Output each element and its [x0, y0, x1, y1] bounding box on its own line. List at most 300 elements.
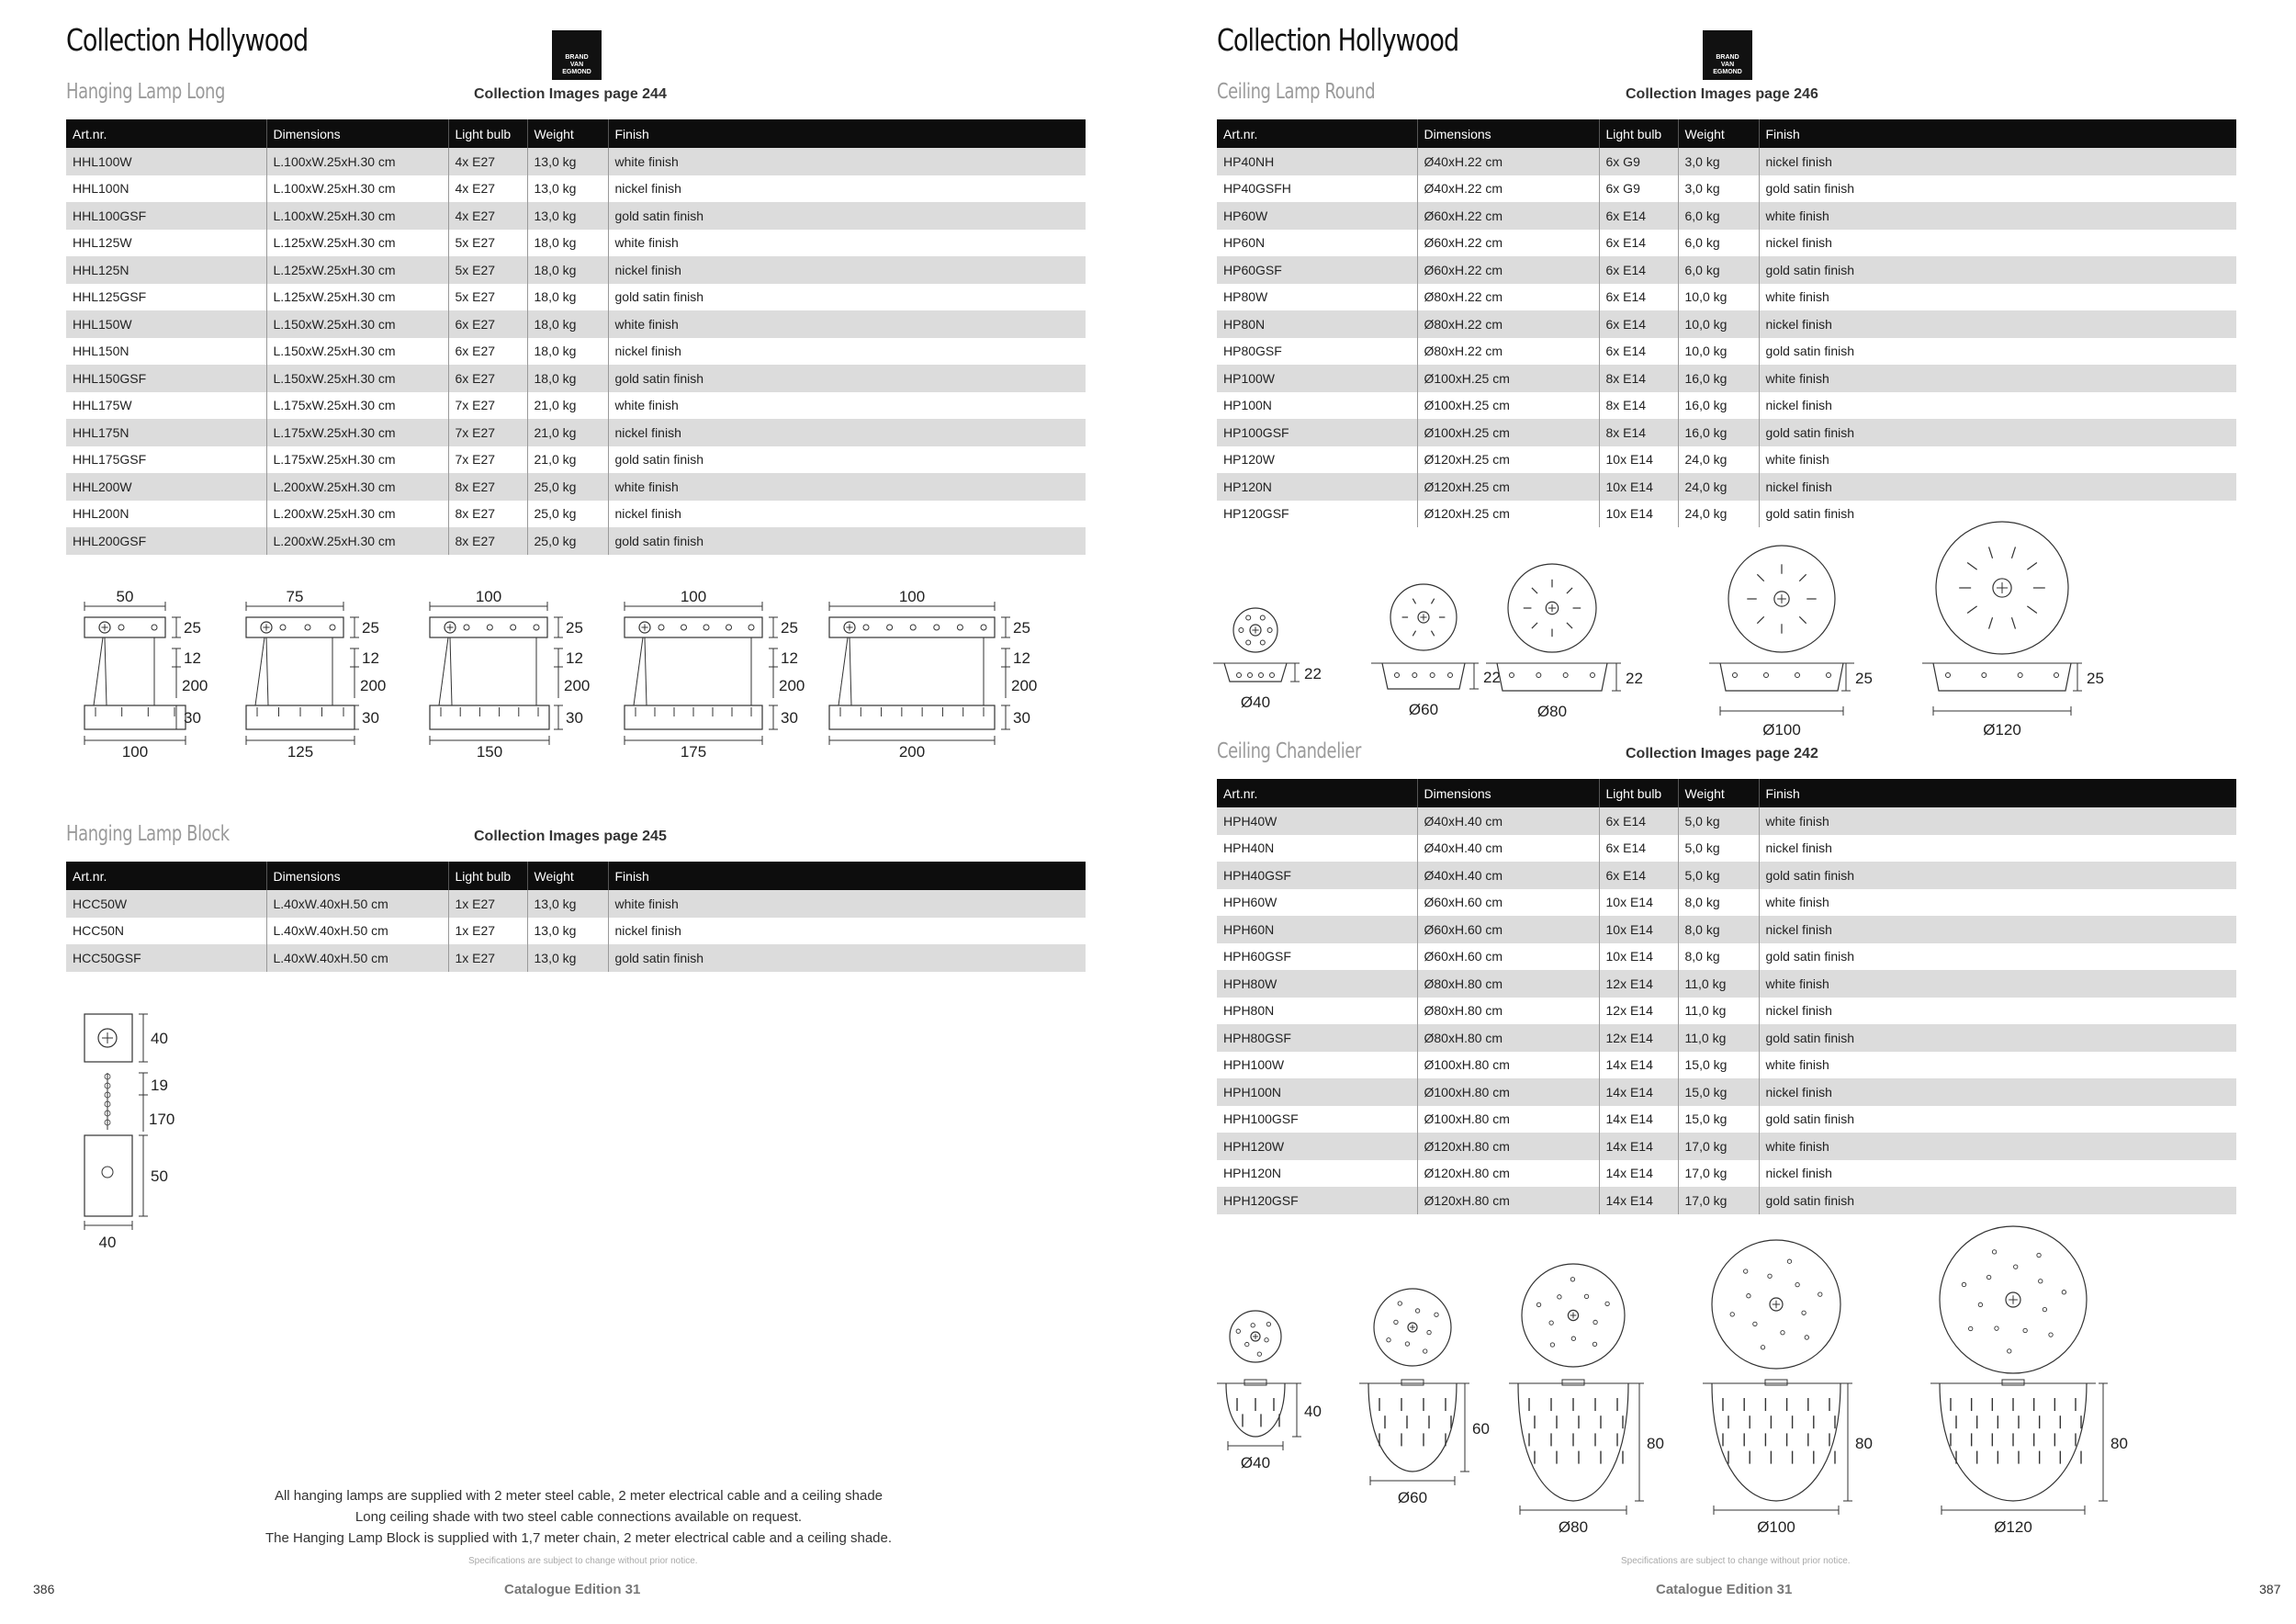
dimension-label: Ø60	[1397, 1489, 1428, 1506]
table-cell: HPH40GSF	[1217, 862, 1417, 889]
table-cell: 10x E14	[1599, 889, 1678, 917]
table-cell: 10,0 kg	[1678, 284, 1759, 311]
dimension-label: Ø120	[1983, 721, 2021, 739]
dimension-label: Ø120	[1994, 1518, 2032, 1536]
table-cell: 6,0 kg	[1678, 256, 1759, 284]
table-cell: HP80N	[1217, 310, 1417, 338]
table-cell: 15,0 kg	[1678, 1052, 1759, 1079]
table-cell: 6x E27	[448, 310, 527, 338]
table-cell: white finish	[1765, 452, 1829, 468]
table-cell: HP120W	[1217, 446, 1417, 474]
drawing-shape	[1558, 1295, 1561, 1299]
drawing-shape	[1435, 1313, 1438, 1316]
column-header: Light bulb	[1599, 779, 1678, 807]
dimension-label: Ø60	[1408, 701, 1439, 718]
dimension-label: 12	[362, 649, 379, 667]
table-cell: gold satin finish	[608, 944, 1086, 972]
drawing-shape	[1605, 1302, 1609, 1305]
dimension-label: 125	[287, 743, 314, 761]
dimension-label: 25	[2087, 670, 2104, 687]
table-cell: white finish	[1759, 807, 2236, 835]
table-cell: 17,0 kg	[1678, 1187, 1759, 1214]
dimension-label: Ø100	[1757, 1518, 1795, 1536]
table-cell: 6x E14	[1599, 202, 1678, 230]
dimension-label: 22	[1304, 665, 1322, 682]
brand-logo: BRAND VAN EGMOND	[1703, 30, 1752, 80]
table-cell: L.40xW.40xH.50 cm	[266, 890, 448, 918]
dimension-label: 25	[362, 619, 379, 637]
table-cell: L.125xW.25xH.30 cm	[266, 256, 448, 284]
drawing-shape	[1761, 1346, 1764, 1349]
drawing-shape	[1969, 1326, 1973, 1330]
table-cell: 18,0 kg	[527, 310, 608, 338]
table-cell: L.150xW.25xH.30 cm	[266, 310, 448, 338]
drawing-shape	[1986, 1275, 1990, 1279]
table-cell: nickel finish	[1765, 1166, 1832, 1181]
dimension-label: 100	[475, 588, 502, 605]
table-cell: white finish	[608, 148, 1086, 175]
table-cell: gold satin finish	[1759, 1187, 2236, 1214]
table-cell: Ø60xH.22 cm	[1417, 230, 1599, 257]
table-cell: HHL175GSF	[66, 446, 266, 474]
column-header: Finish	[1759, 119, 2236, 148]
drawing-shape	[1781, 1331, 1784, 1335]
dimension-label: Ø80	[1536, 703, 1568, 720]
table-cell: HPH120N	[1217, 1160, 1417, 1188]
table-cell: HPH80N	[1217, 998, 1417, 1025]
section-title-ceiling-chandelier: Ceiling Chandelier	[1217, 739, 1362, 763]
table-cell: HPH120GSF	[1217, 1187, 1417, 1214]
dimension-label: 25	[781, 619, 798, 637]
dimension-label: 12	[1013, 649, 1030, 667]
table-cell: Ø80xH.22 cm	[1417, 338, 1599, 366]
table-cell: Ø40xH.40 cm	[1417, 862, 1599, 889]
table-cell: HPH100GSF	[1217, 1106, 1417, 1133]
dimension-label: 50	[151, 1167, 168, 1185]
drawing-shape	[1753, 1322, 1757, 1325]
table-cell: 6x E14	[1599, 338, 1678, 366]
table-cell: white finish	[614, 398, 679, 413]
table-cell: 6x G9	[1599, 175, 1678, 203]
drawing-shape	[1549, 1321, 1553, 1325]
dimension-label: 75	[286, 588, 304, 605]
dimension-label: 150	[476, 743, 503, 761]
table-cell: 16,0 kg	[1678, 419, 1759, 446]
dimension-label: 60	[1472, 1420, 1490, 1438]
column-header: Dimensions	[1417, 779, 1599, 807]
table-cell: 13,0 kg	[527, 890, 608, 918]
table-cell: HP120GSF	[1217, 501, 1417, 528]
table-cell: 10,0 kg	[1678, 310, 1759, 338]
drawing-shape	[1550, 1343, 1554, 1347]
table-cell: nickel finish	[1765, 840, 1832, 856]
table-cell: HCC50N	[66, 918, 266, 945]
table-cell: HHL150N	[66, 338, 266, 366]
table-cell: gold satin finish	[1765, 949, 1855, 964]
table-cell: nickel finish	[608, 256, 1086, 284]
table-cell: 4x E27	[448, 148, 527, 175]
table-cell: 6x E14	[1599, 230, 1678, 257]
table-cell: HP100N	[1217, 392, 1417, 420]
collection-images-ref: Collection Images page 244	[474, 86, 667, 102]
table-cell: L.175xW.25xH.30 cm	[266, 446, 448, 474]
table-cell: 13,0 kg	[527, 148, 608, 175]
column-header: Finish	[608, 119, 1086, 148]
table-cell: gold satin finish	[608, 527, 1086, 555]
table-cell: Ø60xH.22 cm	[1417, 202, 1599, 230]
table-cell: Ø40xH.22 cm	[1417, 148, 1599, 175]
table-cell: HHL200N	[66, 501, 266, 528]
drawing-shape	[2049, 1333, 2053, 1336]
table-cell: L.200xW.25xH.30 cm	[266, 473, 448, 501]
column-header: Light bulb	[448, 119, 527, 148]
table-cell: HPH40W	[1217, 807, 1417, 835]
table-cell: Ø100xH.25 cm	[1417, 419, 1599, 446]
dimension-label: 200	[779, 677, 805, 694]
section-title-ceiling-lamp-round: Ceiling Lamp Round	[1217, 80, 1376, 104]
drawing-shape	[1795, 1282, 1799, 1286]
table-cell: HP40NH	[1217, 148, 1417, 175]
drawing-shape	[1251, 1324, 1255, 1327]
table-cell: Ø60xH.22 cm	[1417, 256, 1599, 284]
table-cell: Ø100xH.80 cm	[1417, 1078, 1599, 1106]
dimension-label: 200	[182, 677, 208, 694]
column-header: Art.nr.	[1217, 779, 1417, 807]
table-cell: HP40GSFH	[1217, 175, 1417, 203]
footer-catalogue: Catalogue Edition 31	[504, 1582, 641, 1597]
table-cell: 6,0 kg	[1678, 230, 1759, 257]
table-cell: 5x E27	[448, 256, 527, 284]
table-cell: 6x E14	[1599, 835, 1678, 863]
table-cell: HPH100W	[1217, 1052, 1417, 1079]
table-cell: 18,0 kg	[527, 365, 608, 392]
table-cell: HHL100N	[66, 175, 266, 203]
table-cell: 11,0 kg	[1678, 970, 1759, 998]
drawing-shape	[1387, 1338, 1390, 1342]
dimension-label: 30	[566, 709, 583, 727]
notes	[188, 1485, 969, 1549]
table-cell: 24,0 kg	[1678, 501, 1759, 528]
dimension-label: 12	[566, 649, 583, 667]
table-cell: 21,0 kg	[527, 419, 608, 446]
table-cell: 15,0 kg	[1678, 1106, 1759, 1133]
table-cell: 3,0 kg	[1678, 148, 1759, 175]
table-cell: 17,0 kg	[1678, 1160, 1759, 1188]
table-cell: Ø80xH.22 cm	[1417, 284, 1599, 311]
column-header: Art.nr.	[66, 862, 266, 890]
table-cell: 1x E27	[448, 918, 527, 945]
table-cell: 14x E14	[1599, 1133, 1678, 1160]
dimension-label: 22	[1626, 670, 1643, 687]
table-cell: Ø40xH.22 cm	[1417, 175, 1599, 203]
table-cell: white finish	[1759, 970, 2236, 998]
table-cell: Ø120xH.25 cm	[1417, 446, 1599, 474]
table-cell: white finish	[1765, 895, 1829, 910]
table-cell: 18,0 kg	[527, 338, 608, 366]
right-page	[1148, 0, 2296, 1624]
drawing-shape	[1802, 1311, 1806, 1314]
drawing-shape	[2008, 1349, 2011, 1353]
table-cell: 11,0 kg	[1678, 1024, 1759, 1052]
column-header: Dimensions	[266, 119, 448, 148]
table-cell: 10x E14	[1599, 446, 1678, 474]
table-cell: nickel finish	[1759, 310, 2236, 338]
table-cell: white finish	[1759, 365, 2236, 392]
table-cell: 4x E27	[448, 175, 527, 203]
drawing-shape	[1787, 1259, 1791, 1263]
column-header: Finish	[608, 862, 1086, 890]
table-cell: Ø60xH.60 cm	[1417, 943, 1599, 971]
table-cell: Ø60xH.60 cm	[1417, 916, 1599, 943]
table-cell: Ø40xH.40 cm	[1417, 807, 1599, 835]
drawing-shape	[1571, 1336, 1575, 1340]
table-cell: 15,0 kg	[1678, 1078, 1759, 1106]
hanging-lamp-block-drawing	[0, 0, 1148, 1286]
dimension-label: 12	[184, 649, 201, 667]
table-cell: white finish	[1765, 1057, 1829, 1073]
drawing-shape	[2062, 1290, 2065, 1293]
table-cell: gold satin finish	[1759, 256, 2236, 284]
table-cell: 10x E14	[1599, 916, 1678, 943]
collection-title: Collection Hollywood	[1217, 22, 1459, 58]
table-cell: HHL125W	[66, 230, 266, 257]
table-cell: Ø80xH.22 cm	[1417, 310, 1599, 338]
dimension-label: 25	[1013, 619, 1030, 637]
table-cell: 10x E14	[1599, 943, 1678, 971]
table-cell: 25,0 kg	[527, 527, 608, 555]
ceiling-chandelier-drawings	[1148, 0, 2296, 1562]
table-cell: gold satin finish	[1759, 419, 2236, 446]
drawing-shape	[1818, 1292, 1822, 1296]
dimension-label: Ø100	[1762, 721, 1801, 739]
dimension-label: Ø40	[1240, 694, 1271, 711]
column-header: Light bulb	[1599, 119, 1678, 148]
table-cell: Ø120xH.25 cm	[1417, 473, 1599, 501]
table-cell: 21,0 kg	[527, 446, 608, 474]
drawing-shape	[1405, 1342, 1409, 1346]
table-cell: L.150xW.25xH.30 cm	[266, 365, 448, 392]
table-cell: 6x G9	[1599, 148, 1678, 175]
table-cell: Ø40xH.40 cm	[1417, 835, 1599, 863]
table-cell: 18,0 kg	[527, 256, 608, 284]
table-cell: nickel finish	[1765, 398, 1832, 413]
table-cell: 10x E14	[1599, 501, 1678, 528]
drawing-shape	[1768, 1274, 1772, 1278]
table-cell: white finish	[1759, 202, 2236, 230]
column-header: Dimensions	[1417, 119, 1599, 148]
table-cell: Ø100xH.25 cm	[1417, 365, 1599, 392]
table-cell: 10,0 kg	[1678, 338, 1759, 366]
drawing-shape	[1712, 1383, 1840, 1501]
table-cell: HP80GSF	[1217, 338, 1417, 366]
drawing-shape	[1570, 1278, 1574, 1281]
table-cell: L.200xW.25xH.30 cm	[266, 527, 448, 555]
drawing-shape	[1394, 1320, 1398, 1324]
dimension-label: 200	[360, 677, 387, 694]
drawing-shape	[1744, 1269, 1748, 1273]
table-cell: 6x E14	[1599, 310, 1678, 338]
table-cell: HP80W	[1217, 284, 1417, 311]
collection-title: Collection Hollywood	[66, 22, 309, 58]
collection-images-ref: Collection Images page 246	[1626, 86, 1818, 102]
table-cell: 18,0 kg	[527, 230, 608, 257]
dimension-label: 12	[781, 649, 798, 667]
column-header: Weight	[1678, 119, 1759, 148]
table-cell: gold satin finish	[1765, 506, 1855, 522]
drawing-shape	[1765, 1380, 1787, 1385]
table-cell: 8,0 kg	[1678, 943, 1759, 971]
table-cell: L.100xW.25xH.30 cm	[266, 202, 448, 230]
dimension-label: 40	[1304, 1403, 1322, 1420]
table-cell: HP60N	[1217, 230, 1417, 257]
table-cell: 6x E14	[1599, 256, 1678, 284]
dimension-label: 200	[564, 677, 591, 694]
table-cell: 8x E14	[1599, 392, 1678, 420]
table-cell: Ø120xH.25 cm	[1417, 501, 1599, 528]
table-cell: 6x E27	[448, 365, 527, 392]
table-cell: Ø80xH.80 cm	[1417, 998, 1599, 1025]
drawing-shape	[2014, 1265, 2018, 1269]
drawing-shape	[84, 1135, 132, 1216]
table-cell: 11,0 kg	[1678, 998, 1759, 1025]
table-cell: white finish	[608, 473, 1086, 501]
drawing-shape	[1368, 1383, 1457, 1472]
note-line: Long ceiling shade with two steel cable connections available on request.	[355, 1509, 803, 1525]
table-cell: 24,0 kg	[1678, 473, 1759, 501]
table-cell: Ø80xH.80 cm	[1417, 970, 1599, 998]
table-cell: 14x E14	[1599, 1160, 1678, 1188]
table-cell: 6,0 kg	[1678, 202, 1759, 230]
drawing-shape	[1730, 1313, 1734, 1316]
footer-catalogue: Catalogue Edition 31	[1656, 1582, 1793, 1597]
table-cell: gold satin finish	[1765, 181, 1855, 197]
table-cell: L.150xW.25xH.30 cm	[266, 338, 448, 366]
spec-note: Specifications are subject to change without prior notice.	[468, 1556, 698, 1566]
page-number: 387	[2259, 1582, 2281, 1596]
table-cell: HP120N	[1217, 473, 1417, 501]
table-cell: 5,0 kg	[1678, 807, 1759, 835]
table-cell: HHL175N	[66, 419, 266, 446]
dimension-label: 80	[1855, 1435, 1873, 1452]
drawing-shape	[1536, 1303, 1540, 1306]
dimension-label: 25	[184, 619, 201, 637]
table-cell: white finish	[608, 310, 1086, 338]
table-cell: 8x E27	[448, 501, 527, 528]
table-cell: nickel finish	[1765, 1003, 1832, 1019]
drawing-shape	[1424, 1349, 1427, 1353]
table-cell: L.125xW.25xH.30 cm	[266, 230, 448, 257]
table-cell: L.100xW.25xH.30 cm	[266, 175, 448, 203]
table-cell: white finish	[1765, 289, 1829, 305]
table-cell: gold satin finish	[608, 202, 1086, 230]
table-cell: 1x E27	[448, 944, 527, 972]
table-cell: HPH80W	[1217, 970, 1417, 998]
table-cell: nickel finish	[1765, 235, 1832, 251]
table-cell: gold satin finish	[614, 452, 704, 468]
drawing-shape	[1266, 1322, 1270, 1325]
table-cell: 8x E27	[448, 527, 527, 555]
dimension-label: 40	[151, 1030, 168, 1047]
table-cell: gold satin finish	[614, 289, 704, 305]
table-cell: 8x E14	[1599, 365, 1678, 392]
dimension-label: 22	[1483, 669, 1501, 686]
table-cell: HHL100GSF	[66, 202, 266, 230]
column-header: Dimensions	[266, 862, 448, 890]
column-header: Weight	[1678, 779, 1759, 807]
dimension-label: 25	[1855, 670, 1873, 687]
table-cell: nickel finish	[614, 181, 681, 197]
table-cell: 6x E14	[1599, 862, 1678, 889]
dimension-label: 19	[151, 1077, 168, 1094]
table-cell: 8,0 kg	[1678, 916, 1759, 943]
drawing-shape	[1245, 1342, 1249, 1346]
note-line: The Hanging Lamp Block is supplied with 1,7 meter chain, 2 meter electrical cable and a ceiling shade.	[264, 1530, 893, 1546]
table-cell: HPH40N	[1217, 835, 1417, 863]
table-cell: 12x E14	[1599, 970, 1678, 998]
table-cell: 8,0 kg	[1678, 889, 1759, 917]
table-cell: 25,0 kg	[527, 473, 608, 501]
drawing-shape	[1236, 1329, 1240, 1333]
column-header: Weight	[527, 119, 608, 148]
drawing-shape	[1257, 1352, 1261, 1356]
table-cell: HPH100N	[1217, 1078, 1417, 1106]
table-cell: 4x E27	[448, 202, 527, 230]
table-cell: HPH60N	[1217, 916, 1417, 943]
drawing-shape	[2023, 1328, 2027, 1332]
table-cell: 6x E14	[1599, 284, 1678, 311]
table-cell: gold satin finish	[1759, 1024, 2236, 1052]
table-cell: 24,0 kg	[1678, 446, 1759, 474]
table-cell: HHL125GSF	[66, 284, 266, 311]
table-cell: 5,0 kg	[1678, 862, 1759, 889]
table-cell: HPH60W	[1217, 889, 1417, 917]
table-cell: 25,0 kg	[527, 501, 608, 528]
dimension-label: 30	[184, 709, 201, 727]
table-cell: 14x E14	[1599, 1106, 1678, 1133]
table-cell: Ø60xH.60 cm	[1417, 889, 1599, 917]
drawing-shape	[1805, 1336, 1808, 1339]
table-cell: L.175xW.25xH.30 cm	[266, 419, 448, 446]
table-cell: HHL125N	[66, 256, 266, 284]
table-cell: HPH80GSF	[1217, 1024, 1417, 1052]
drawing-shape	[1992, 1250, 1996, 1254]
dimension-label: Ø40	[1240, 1454, 1271, 1472]
table-cell: HHL175W	[66, 392, 266, 420]
dimension-label: 100	[898, 588, 926, 605]
table-cell: 12x E14	[1599, 1024, 1678, 1052]
dimension-label: 80	[2110, 1435, 2128, 1452]
table-cell: 16,0 kg	[1678, 392, 1759, 420]
table-cell: L.40xW.40xH.50 cm	[266, 918, 448, 945]
drawing-shape	[1593, 1320, 1597, 1324]
table-cell: white finish	[1759, 1133, 2236, 1160]
table-cell: 3,0 kg	[1678, 175, 1759, 203]
drawing-shape	[1398, 1302, 1401, 1305]
table-cell: HHL150GSF	[66, 365, 266, 392]
table-cell: gold satin finish	[608, 365, 1086, 392]
table-cell: nickel finish	[1759, 473, 2236, 501]
table-cell: gold satin finish	[1765, 1111, 1855, 1127]
dimension-label: 30	[362, 709, 379, 727]
dimension-label: 175	[680, 743, 707, 761]
table-cell: 17,0 kg	[1678, 1133, 1759, 1160]
dimension-label: 25	[566, 619, 583, 637]
table-cell: L.100xW.25xH.30 cm	[266, 148, 448, 175]
table-cell: HP60GSF	[1217, 256, 1417, 284]
table-cell: white finish	[608, 890, 1086, 918]
table-cell: 14x E14	[1599, 1052, 1678, 1079]
table-cell: 6x E27	[448, 338, 527, 366]
